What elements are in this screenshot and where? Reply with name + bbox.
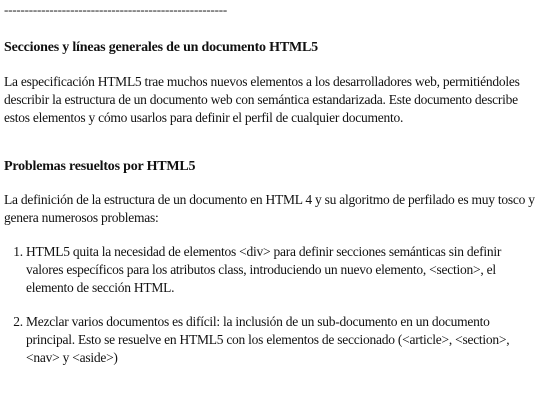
list-item: 2. Mezclar varios documentos es difícil: la inclusión de un sub-documento en un documento principal. Esto se resuelve en HTML5 con los elementos de seccionado (<article>, <section>, <nav> y <aside>) [26,313,540,367]
section-heading-problems: Problemas resueltos por HTML5 [4,159,196,174]
intro-paragraph: La especificación HTML5 trae muchos nuevos elementos a los desarrolladores web, permitiéndoles describir la estructura de un documento web con semántica estandarizada. Este documento describe estos elementos y cómo usarlos para definir el perfil de cualquier documento. [4,74,520,125]
section-heading-outlines: Secciones y líneas generales de un documento HTML5 [4,40,318,55]
problems-list [4,243,540,367]
list-item: 1. HTML5 quita la necesidad de elementos <div> para definir secciones semánticas sin definir valores específicos para los atributos class, introduciendo un nuevo elemento, <section>, el elemento de sección HTML. [26,243,540,297]
problems-paragraph: La definición de la estructura de un documento en HTML 4 y su algoritmo de perfilado es muy tosco y genera numerosos problemas: [4,192,535,225]
document-page [4,0,540,367]
separator-line: ------------------------------------------------------ [4,2,227,17]
